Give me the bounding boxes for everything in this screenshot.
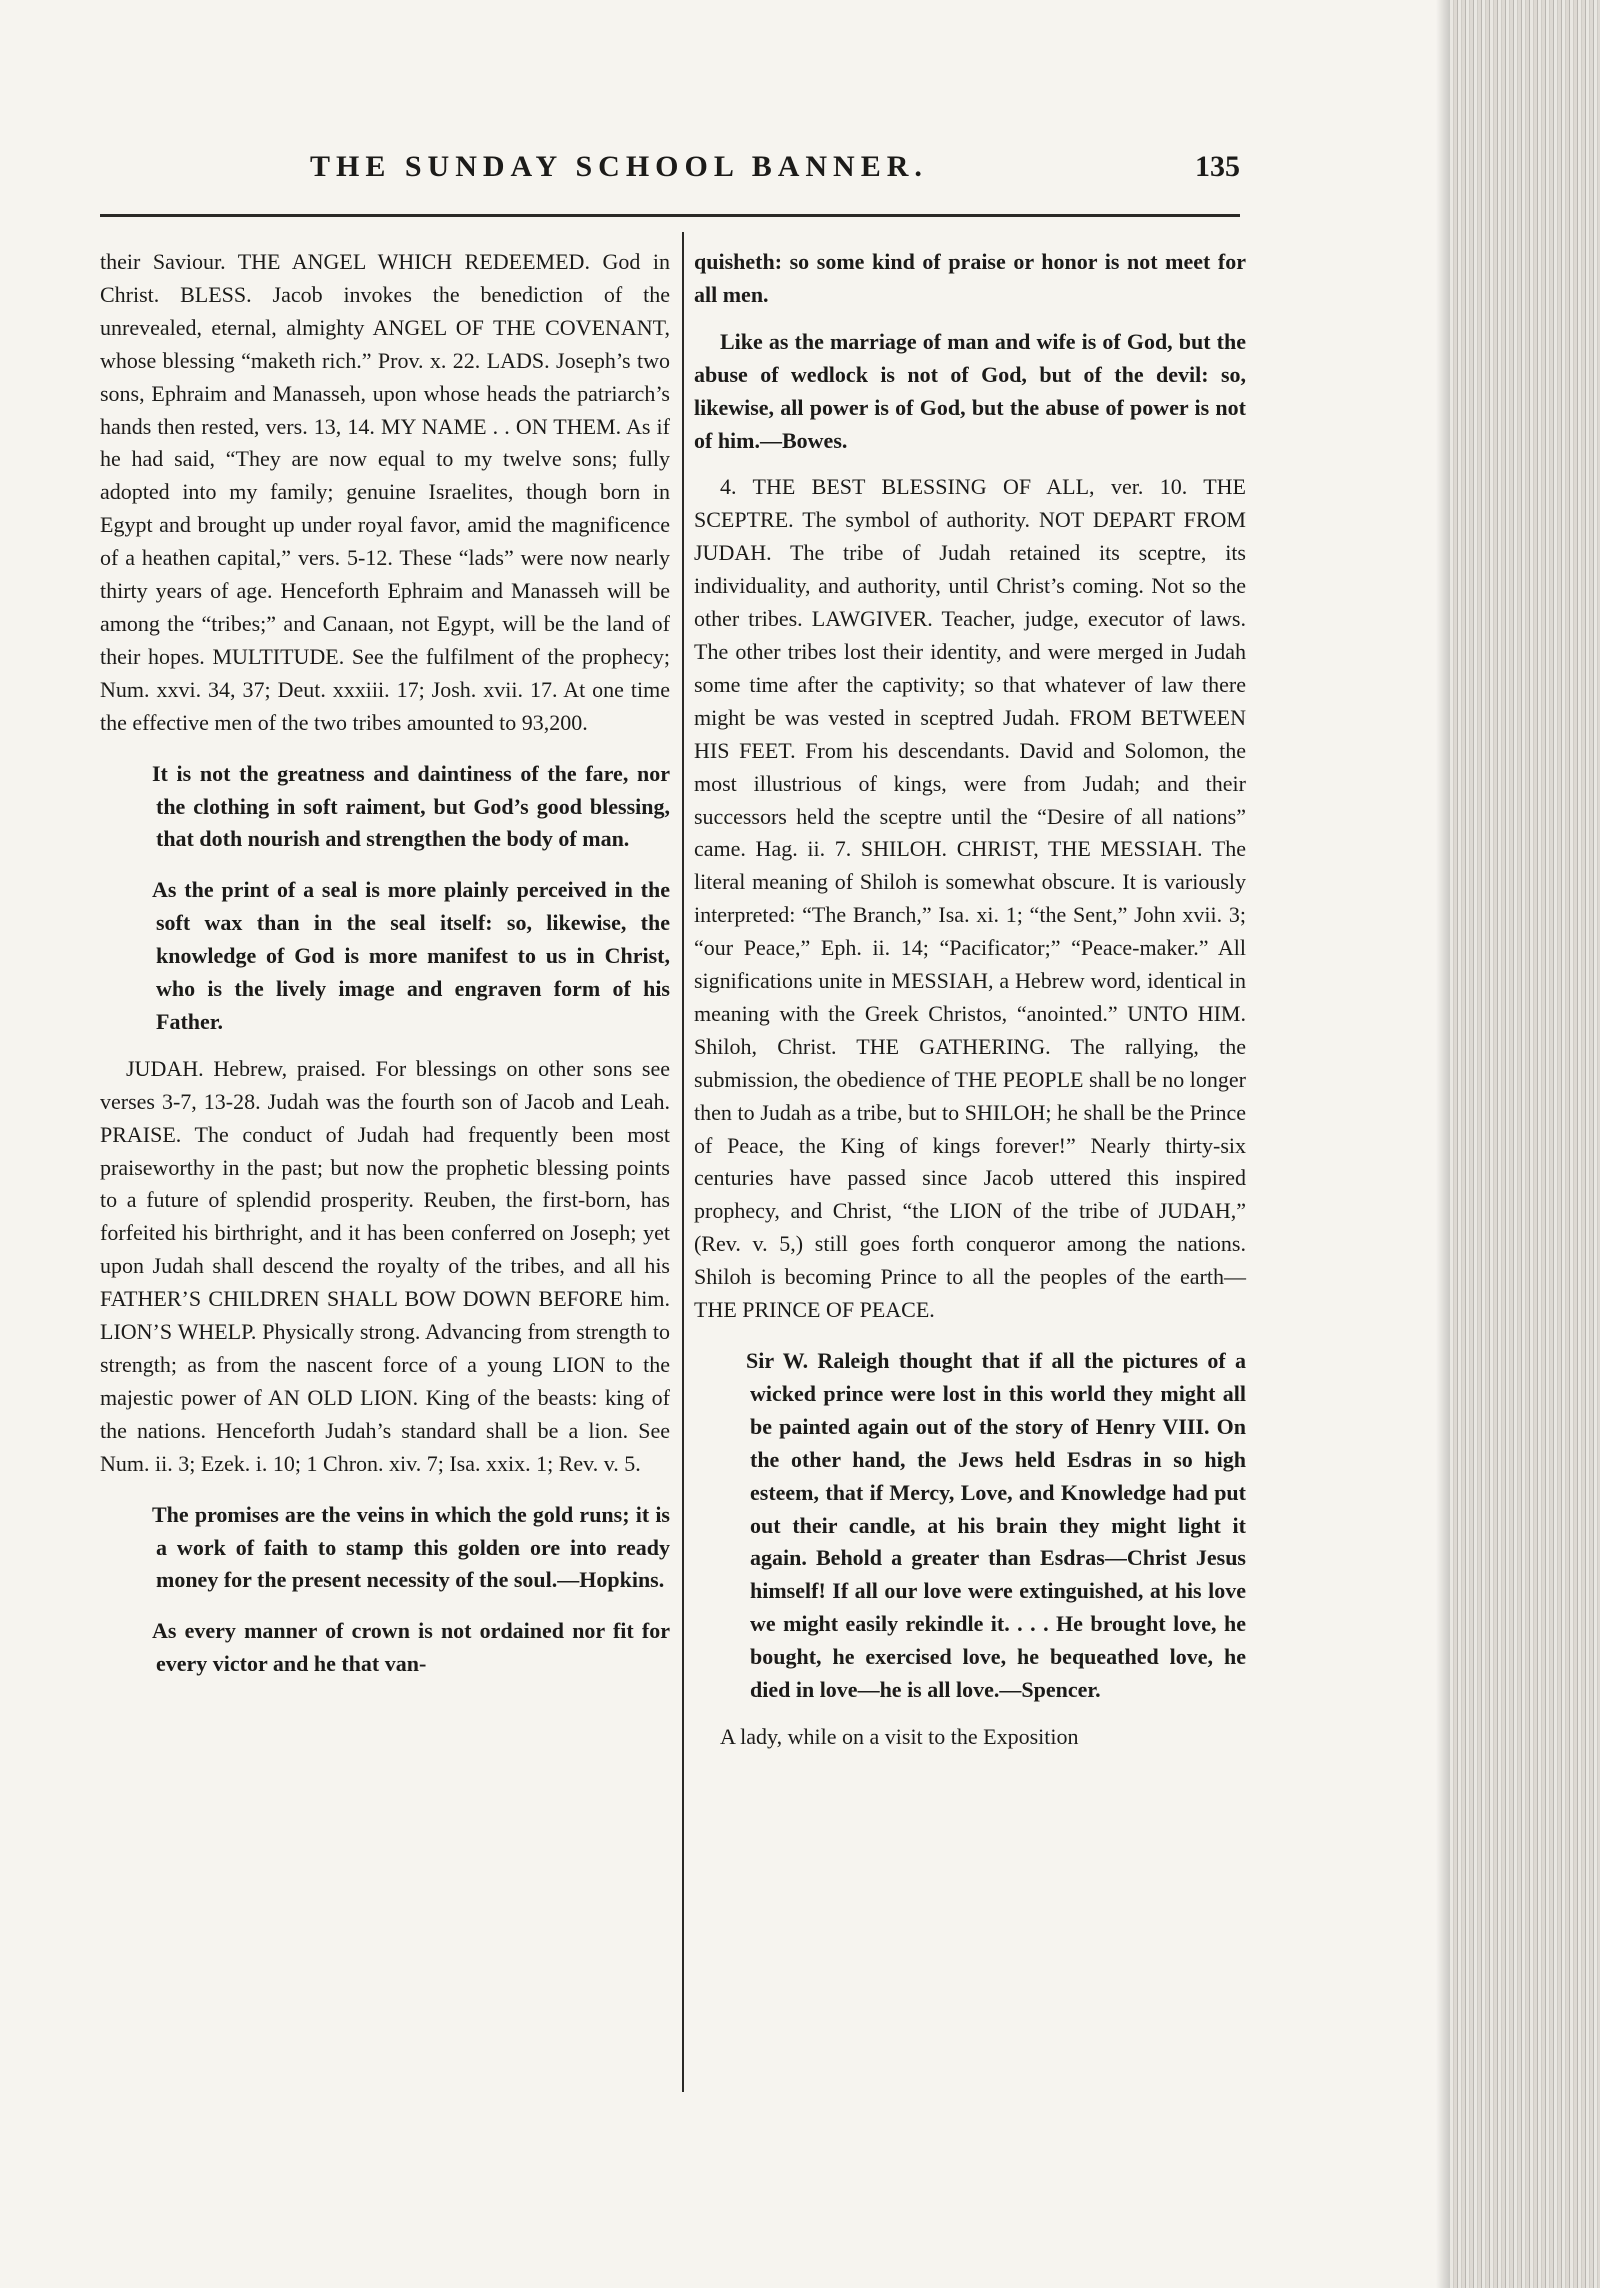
column-divider xyxy=(682,232,684,2092)
quotation: Sir W. Raleigh thought that if all the pictures of a wicked prince were lost in this world they might all be painted again out of the story of Henry VIII. On the other hand, the Jews held Esdras in so high esteem, that if Mercy, Love, and Knowledge had put out their candle, at his brain they might light it again. Behold a greater than Esdras—Christ Jesus himself! If all our love were extinguished, at his love we might easily rekindle it. . . . He brought love, he bought, he exercised love, he bequeathed love, he died in love—he is all love.—Spencer. xyxy=(746,1348,1246,1703)
quotation-continued: quisheth: so some kind of praise or honor is not meet for all men. xyxy=(694,249,1246,307)
quotation: As every manner of crown is not ordained nor fit for every victor and he that van- xyxy=(152,1618,670,1677)
paragraph: A lady, while on a visit to the Exposition xyxy=(720,1723,1079,1749)
right-column xyxy=(694,246,1246,1754)
page-header xyxy=(100,150,1240,190)
left-column xyxy=(100,246,670,1695)
binding-shadow xyxy=(1436,0,1450,2288)
page-number: 135 xyxy=(1195,150,1240,183)
paragraph: JUDAH. Hebrew, praised. For blessings on other sons see verses 3-7, 13-28. Judah was the fourth son of Jacob and Leah. PRAISE. The conduct of Judah had frequently been most praiseworthy in the past; but now the prophetic blessing points to a future of splendid prosperity. Reuben, the first-born, has forfeited his birthright, and it has been conferred on Joseph; yet upon Judah shall descend the royalty of the tribes, and all his FATHER’S CHILDREN SHALL BOW DOWN BEFORE him. LION’S WHELP. Physically strong. Advancing from strength to strength; as from the nascent force of a young LION to the majestic power of AN OLD LION. King of the beasts: king of the nations. Henceforth Judah’s standard shall be a lion. See Num. ii. 3; Ezek. i. 10; 1 Chron. xiv. 7; Isa. xxix. 1; Rev. v. 5. xyxy=(100,1055,670,1476)
header-rule xyxy=(100,214,1240,217)
running-title: THE SUNDAY SCHOOL BANNER. xyxy=(310,150,928,183)
paragraph: 4. THE BEST BLESSING OF ALL, ver. 10. THE SCEPTRE. The symbol of authority. NOT DEPART FROM JUDAH. The tribe of Judah retained its sceptre, its individuality, and authority, until Christ’s coming. Not so the other tribes. LAWGIVER. Teacher, judge, executor of laws. The other tribes lost their identity, and were merged in Judah some time after the captivity; so that whatever of law there might be was vested in sceptred Judah. FROM BETWEEN HIS FEET. From his descendants. David and Solomon, the most illustrious of kings, were from Judah; and their successors held the sceptre until the “Desire of all nations” came. Hag. ii. 7. SHILOH. CHRIST, THE MESSIAH. The literal meaning of Shiloh is somewhat obscure. It is variously interpreted: “The Branch,” Isa. xi. 1; “the Sent,” John xvii. 3; “our Peace,” Eph. ii. 14; “Pacificator;” “Peace-maker.” All significations unite in MESSIAH, a Hebrew word, identical in meaning with the Greek Christos, “anointed.” UNTO HIM. Shiloh, Christ. THE GATHERING. The rallying, the submission, the obedience of THE PEOPLE shall be no longer then to Judah as a tribe, but to SHILOH; he shall be the Prince of Peace, the King of kings forever!” Nearly thirty-six centuries have passed since Jacob uttered this inspired prophecy, and Christ, “the LION of the tribe of JUDAH,” (Rev. v. 5,) still goes forth conqueror among the nations. Shiloh is becoming Prince to all the peoples of the earth—THE PRINCE OF PEACE. xyxy=(694,474,1246,1323)
quotation: It is not the greatness and daintiness of the fare, nor the clothing in soft raiment, but God’s good blessing, that doth nourish and strengthen the body of man. xyxy=(152,760,670,852)
page-stack-edge xyxy=(1450,0,1600,2288)
quotation: As the print of a seal is more plainly perceived in the soft wax than in the seal itself: so, likewise, the knowledge of God is more manifest to us in Christ, who is the lively image and engraven form of his Father. xyxy=(152,877,670,1034)
paragraph: their Saviour. THE ANGEL WHICH REDEEMED. God in Christ. BLESS. Jacob invokes the benediction of the unrevealed, eternal, almighty ANGEL OF THE COVENANT, whose blessing “maketh rich.” Prov. x. 22. LADS. Joseph’s two sons, Ephraim and Manasseh, upon whose heads the patriarch’s hands then rested, vers. 13, 14. MY NAME . . ON THEM. As if he had said, “They are now equal to my twelve sons; fully adopted into my family; genuine Israelites, though born in Egypt and brought up under royal favor, amid the magnificence of a heathen capital,” vers. 5-12. These “lads” were now nearly thirty years of age. Henceforth Ephraim and Manasseh will be among the “tribes;” and Canaan, not Egypt, will be the land of their hopes. MULTITUDE. See the fulfilment of the prophecy; Num. xxvi. 34, 37; Deut. xxxiii. 17; Josh. xvii. 17. At one time the effective men of the two tribes amounted to 93,200. xyxy=(100,249,670,735)
quotation: Like as the marriage of man and wife is of God, but the abuse of wedlock is not of God, but of the devil: so, likewise, all power is of God, but the abuse of power is not of him.—Bowes. xyxy=(694,328,1246,453)
quotation: The promises are the veins in which the gold runs; it is a work of faith to stamp this golden ore into ready money for the present necessity of the soul.—Hopkins. xyxy=(152,1501,670,1593)
